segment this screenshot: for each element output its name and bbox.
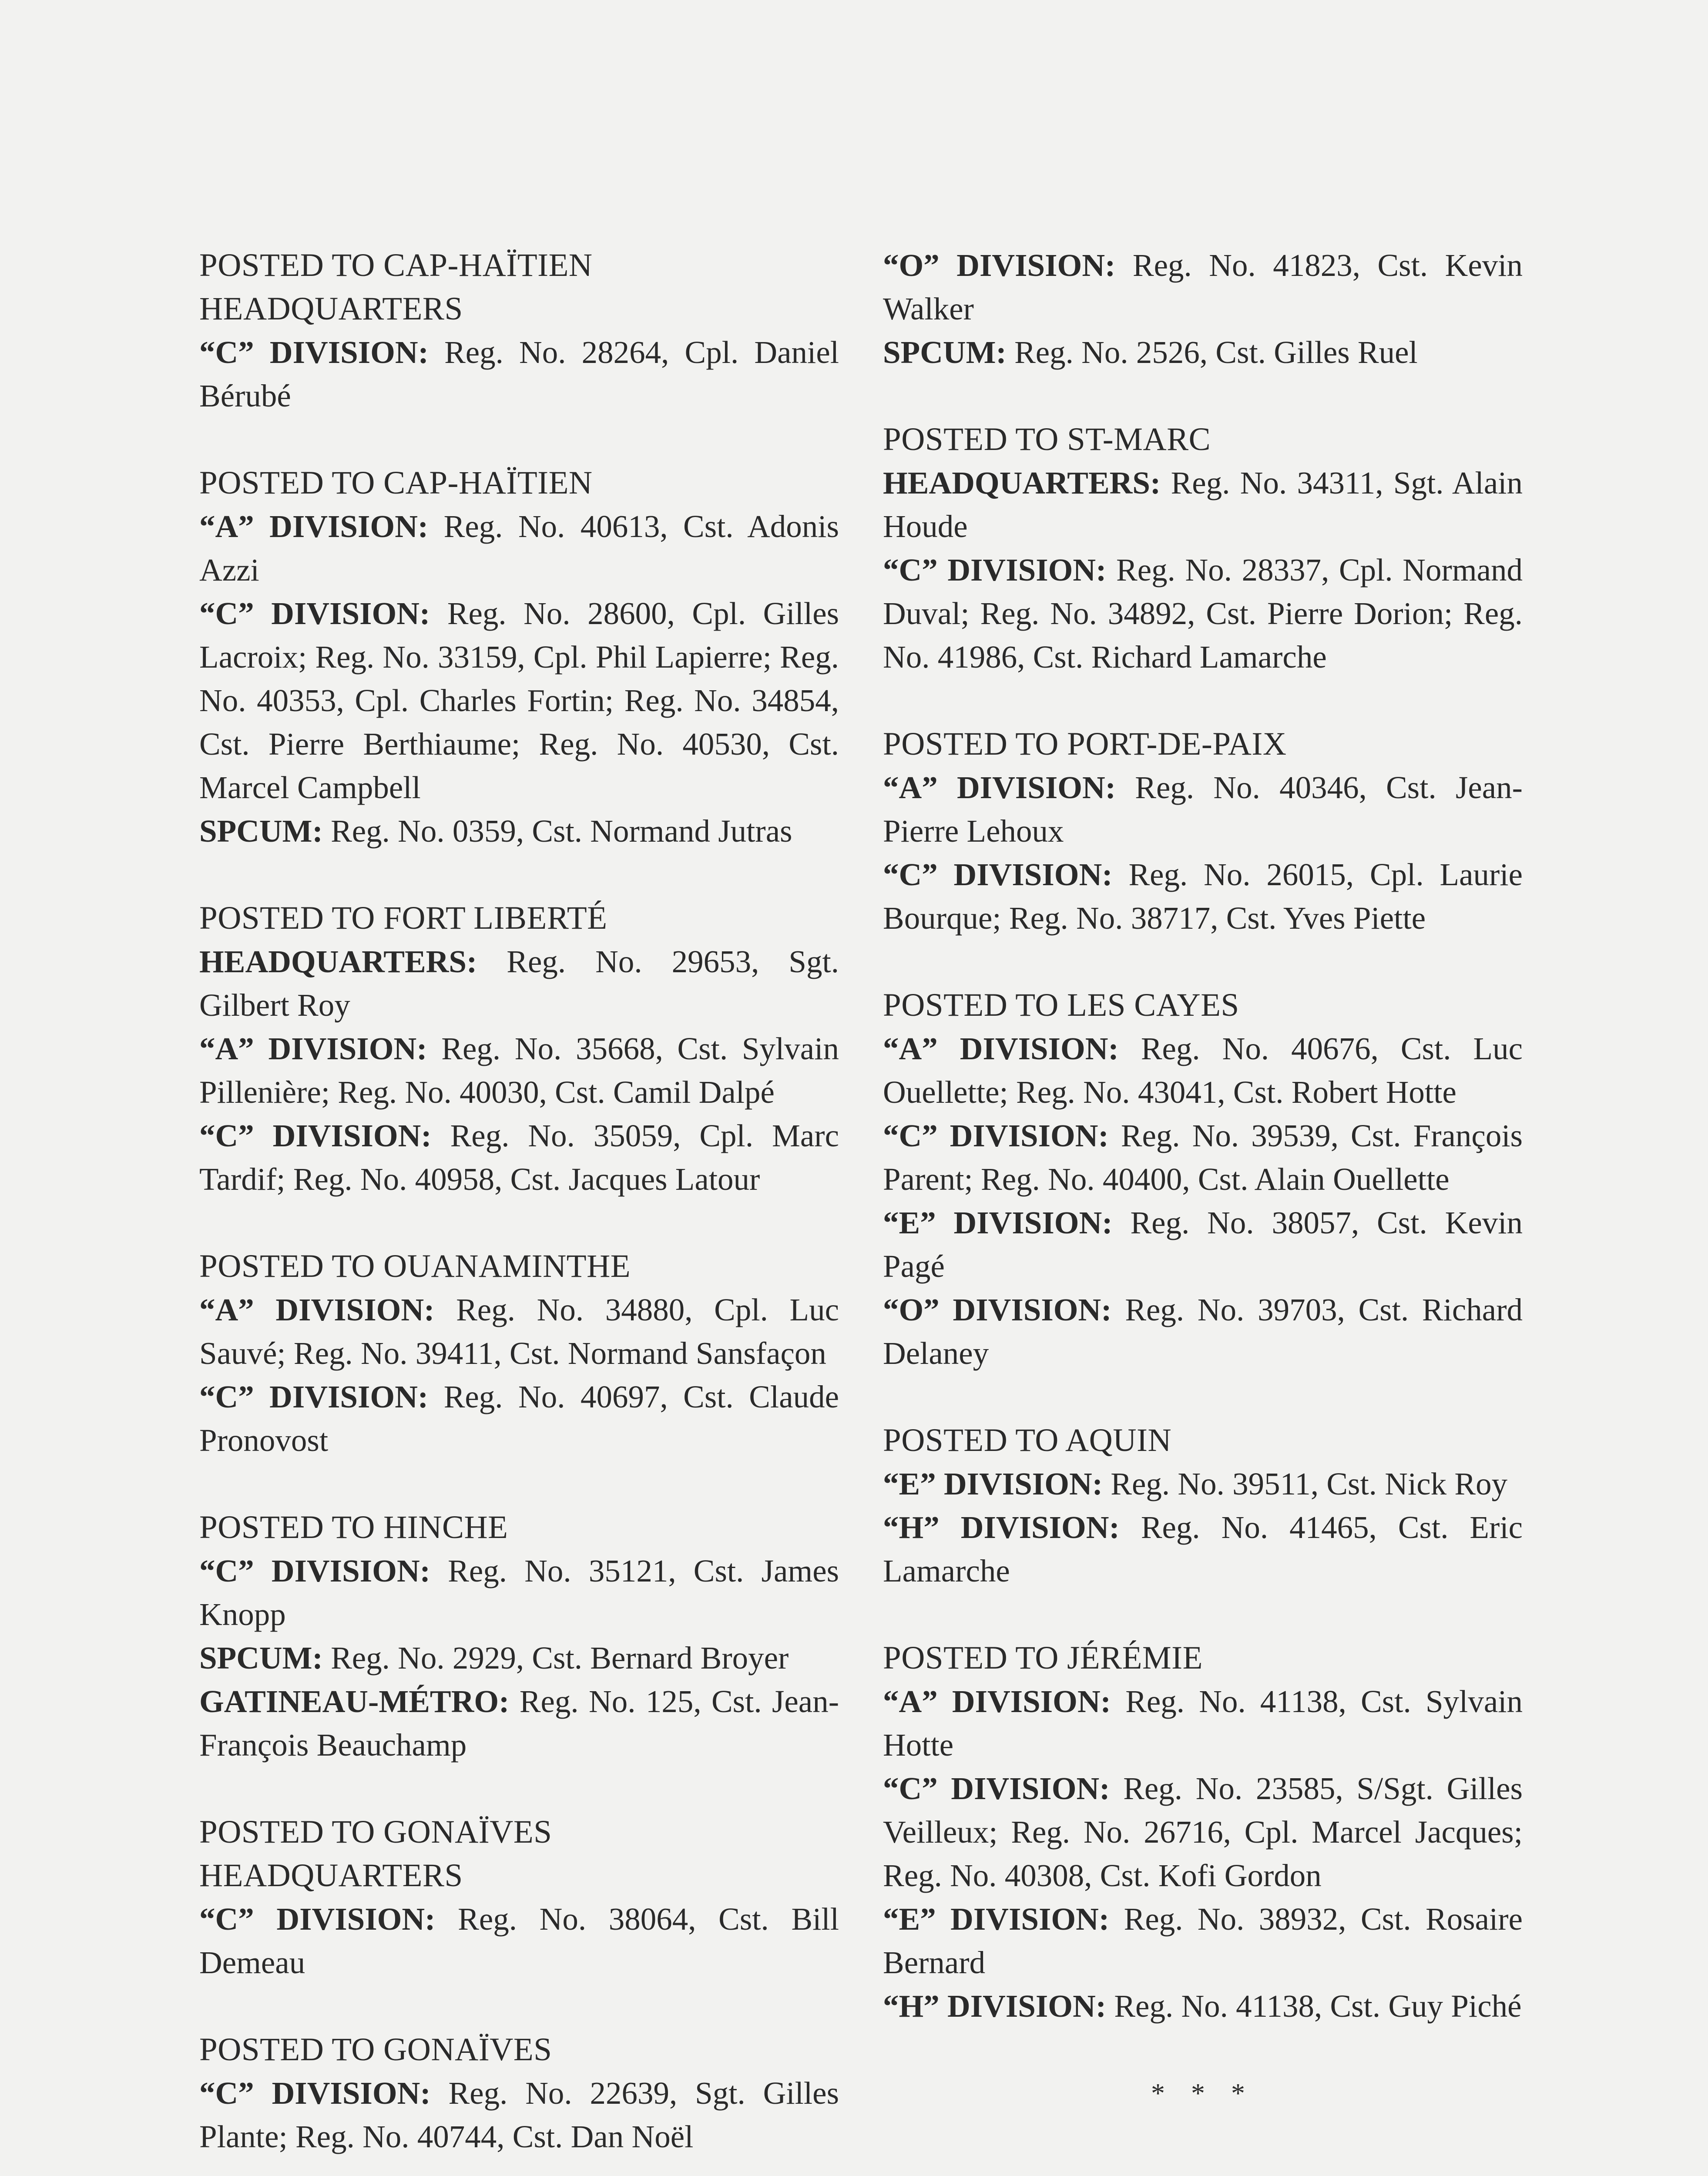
posting-section [883, 244, 1523, 374]
posting-details: Reg. No. 29653, Sgt. Gilbert Roy [199, 944, 839, 1023]
unit-label: SPCUM: [199, 813, 323, 849]
unit-label: HEADQUARTERS: [883, 465, 1161, 500]
unit-label: “A” DIVISION: [199, 1031, 427, 1066]
posting-entry [883, 461, 1523, 548]
posting-details: Reg. No. 40613, Cst. Adonis Azzi [199, 509, 839, 588]
unit-label: “E” DIVISION: [883, 1205, 1113, 1240]
posting-entry [883, 1767, 1523, 1897]
posting-entry [199, 592, 839, 809]
posting-entry [199, 505, 839, 592]
section-heading: POSTED TO CAP-HAÏTIEN [199, 465, 593, 501]
posting-entry [883, 331, 1523, 374]
posting-entry [199, 1636, 839, 1680]
posting-entry [199, 1375, 839, 1462]
posting-entry [199, 1114, 839, 1201]
posting-details: Reg. No. 40676, Cst. Luc Ouellette; Reg. No. 43041, Cst. Robert Hotte [883, 1031, 1523, 1110]
unit-label: “C” DIVISION: [199, 1379, 429, 1414]
posting-entry [883, 1462, 1523, 1506]
posting-details: Reg. No. 39703, Cst. Richard Delaney [883, 1292, 1523, 1371]
unit-label: “C” DIVISION: [199, 596, 430, 631]
posting-details: Reg. No. 39511, Cst. Nick Roy [1111, 1466, 1508, 1501]
posting-details: Reg. No. 2526, Cst. Gilles Ruel [1014, 335, 1418, 370]
unit-label: “E” DIVISION: [883, 1901, 1110, 1937]
section-heading: POSTED TO ST-MARC [883, 421, 1211, 457]
posting-entry [199, 1680, 839, 1767]
unit-label: SPCUM: [199, 1640, 323, 1676]
unit-label: “C” DIVISION: [199, 335, 429, 370]
posting-section [883, 1419, 1523, 1593]
unit-label: “C” DIVISION: [883, 1771, 1110, 1806]
posting-entry [199, 940, 839, 1027]
section-heading: HEADQUARTERS [199, 291, 463, 327]
posting-details: Reg. No. 28264, Cpl. Daniel Bérubé [199, 335, 839, 413]
posting-details: Reg. No. 41465, Cst. Eric Lamarche [883, 1510, 1523, 1588]
posting-entry [199, 331, 839, 418]
posting-details: Reg. No. 35121, Cst. James Knopp [199, 1553, 839, 1632]
posting-details: Reg. No. 39539, Cst. François Parent; Reg. No. 40400, Cst. Alain Ouellette [883, 1118, 1523, 1197]
posting-entry [883, 1985, 1523, 2028]
posting-section [883, 1636, 1523, 2028]
posting-entry [883, 244, 1523, 331]
unit-label: GATINEAU-MÉTRO: [199, 1684, 510, 1719]
section-heading: POSTED TO OUANAMINTHE [199, 1248, 631, 1284]
unit-label: “A” DIVISION: [199, 509, 429, 544]
unit-label: “A” DIVISION: [883, 1684, 1111, 1719]
posting-entry [883, 853, 1523, 940]
posting-section [199, 244, 839, 418]
posting-entry [883, 1288, 1523, 1375]
posting-details: Reg. No. 2929, Cst. Bernard Broyer [331, 1640, 789, 1676]
unit-label: “C” DIVISION: [199, 1118, 432, 1153]
unit-label: “C” DIVISION: [883, 857, 1113, 892]
section-heading: POSTED TO LES CAYES [883, 987, 1239, 1023]
unit-label: “C” DIVISION: [883, 1118, 1109, 1153]
posting-details: Reg. No. 35668, Cst. Sylvain Pillenière; Reg. No. 40030, Cst. Camil Dalpé [199, 1031, 839, 1110]
posting-entry [199, 1027, 839, 1114]
posting-entry [883, 1897, 1523, 1985]
unit-label: “C” DIVISION: [199, 1901, 436, 1937]
posting-details: Reg. No. 125, Cst. Jean-François Beauchamp [199, 1684, 839, 1763]
section-heading: POSTED TO CAP-HAÏTIEN [199, 247, 593, 283]
posting-entry [883, 766, 1523, 853]
posting-details: Reg. No. 35059, Cpl. Marc Tardif; Reg. No. 40958, Cst. Jacques Latour [199, 1118, 839, 1197]
posting-section [199, 897, 839, 1201]
posting-details: Reg. No. 41138, Cst. Guy Piché [1114, 1988, 1522, 2024]
right-column [883, 244, 1523, 2115]
posting-details: Reg. No. 26015, Cpl. Laurie Bourque; Reg. No. 38717, Cst. Yves Piette [883, 857, 1523, 936]
posting-entry [883, 1506, 1523, 1593]
posting-entry [199, 1897, 839, 1985]
section-heading: POSTED TO GONAÏVES [199, 2032, 552, 2068]
posting-entry [883, 1680, 1523, 1767]
end-divider: * * * [1151, 2078, 1255, 2109]
posting-section [883, 984, 1523, 1375]
unit-label: “A” DIVISION: [883, 770, 1116, 805]
posting-details: Reg. No. 40346, Cst. Jean-Pierre Lehoux [883, 770, 1523, 849]
unit-label: “H” DIVISION: [883, 1510, 1120, 1545]
posting-entry [883, 548, 1523, 679]
posting-details: Reg. No. 41823, Cst. Kevin Walker [883, 248, 1523, 326]
unit-label: “H” DIVISION: [883, 1988, 1107, 2024]
posting-section [199, 2028, 839, 2159]
unit-label: “C” DIVISION: [883, 552, 1107, 588]
posting-details: Reg. No. 34880, Cpl. Luc Sauvé; Reg. No. 39411, Cst. Normand Sansfaçon [199, 1292, 839, 1371]
posting-details: Reg. No. 38057, Cst. Kevin Pagé [883, 1205, 1523, 1284]
posting-entry [883, 1027, 1523, 1114]
posting-section [199, 1506, 839, 1767]
unit-label: SPCUM: [883, 335, 1007, 370]
unit-label: “A” DIVISION: [199, 1292, 435, 1327]
unit-label: “O” DIVISION: [883, 248, 1116, 283]
posting-details: Reg. No. 23585, S/Sgt. Gilles Veilleux; Reg. No. 26716, Cpl. Marcel Jacques; Reg. No. 40308, Cst. Kofi Gordon [883, 1771, 1523, 1893]
posting-section [199, 1245, 839, 1462]
section-heading: POSTED TO GONAÏVES [199, 1814, 552, 1850]
section-heading: POSTED TO AQUIN [883, 1422, 1172, 1458]
posting-section [883, 418, 1523, 679]
posting-details: Reg. No. 34311, Sgt. Alain Houde [883, 465, 1523, 544]
unit-label: “E” DIVISION: [883, 1466, 1103, 1501]
unit-label: “O” DIVISION: [883, 1292, 1112, 1327]
posting-details: Reg. No. 40697, Cst. Claude Pronovost [199, 1379, 839, 1458]
posting-section [199, 1810, 839, 1985]
posting-entry [199, 1288, 839, 1375]
posting-details: Reg. No. 28337, Cpl. Normand Duval; Reg. No. 34892, Cst. Pierre Dorion; Reg. No. 41986, Cst. Richard Lamarche [883, 552, 1523, 675]
section-heading: POSTED TO PORT-DE-PAIX [883, 726, 1287, 762]
unit-label: “C” DIVISION: [199, 2075, 431, 2111]
posting-details: Reg. No. 28600, Cpl. Gilles Lacroix; Reg. No. 33159, Cpl. Phil Lapierre; Reg. No. 40353, Cpl. Charles Fortin; Reg. No. 34854, Cst. Pierre Berthiaume; Reg. No. 40530, Cst. Marcel Campbell [199, 596, 839, 805]
section-heading: POSTED TO FORT LIBERTÉ [199, 900, 607, 936]
posting-section [883, 722, 1523, 940]
section-heading: HEADQUARTERS [199, 1857, 463, 1894]
posting-entry [199, 2072, 839, 2159]
section-heading: POSTED TO JÉRÉMIE [883, 1640, 1203, 1676]
left-column [199, 244, 839, 2176]
posting-entry [199, 809, 839, 853]
posting-details: Reg. No. 38932, Cst. Rosaire Bernard [883, 1901, 1523, 1980]
section-heading: POSTED TO HINCHE [199, 1509, 508, 1545]
unit-label: HEADQUARTERS: [199, 944, 477, 979]
posting-entry [883, 1201, 1523, 1288]
posting-details: Reg. No. 0359, Cst. Normand Jutras [331, 813, 792, 849]
posting-details: Reg. No. 38064, Cst. Bill Demeau [199, 1901, 839, 1980]
posting-entry [199, 1549, 839, 1636]
unit-label: “A” DIVISION: [883, 1031, 1119, 1066]
posting-details: Reg. No. 41138, Cst. Sylvain Hotte [883, 1684, 1523, 1763]
posting-entry [883, 1114, 1523, 1201]
posting-details: Reg. No. 22639, Sgt. Gilles Plante; Reg. No. 40744, Cst. Dan Noël [199, 2075, 839, 2154]
unit-label: “C” DIVISION: [199, 1553, 430, 1588]
posting-section [199, 461, 839, 853]
